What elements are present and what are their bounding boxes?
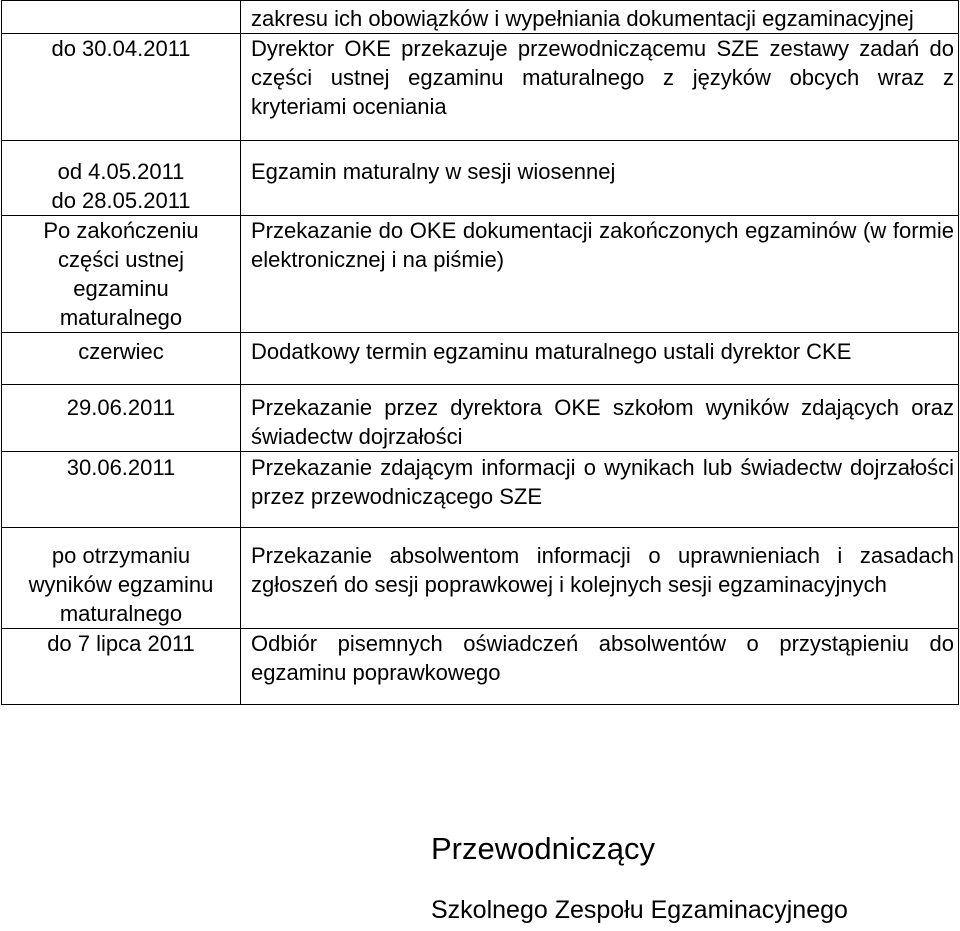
date-text: maturalnego: [59, 305, 183, 330]
date-text: 29.06.2011: [66, 395, 176, 420]
table-row: [2, 385, 959, 452]
date-cell: [2, 34, 241, 141]
table-row: [2, 34, 959, 141]
date-text: części ustnej: [58, 247, 184, 272]
date-text: do 7 lipca 2011: [47, 631, 195, 656]
date-cell: [2, 528, 241, 629]
task-cell: [241, 452, 959, 528]
date-text: maturalnego: [59, 601, 183, 626]
date-cell: [2, 385, 241, 452]
date-text: od 4.05.2011: [57, 159, 185, 184]
task-text: Odbiór pisemnych oświadczeń absolwentów o przystąpieniu do egzaminu poprawkowego: [251, 631, 954, 685]
task-cell: [241, 141, 959, 216]
date-cell: [2, 1, 241, 34]
table-row: [2, 629, 959, 705]
date-text: 30.06.2011: [66, 455, 176, 480]
table-row: [2, 1, 959, 34]
task-text: Przekazanie do OKE dokumentacji zakończonych egzaminów (w formie elektronicznej i na piśmie): [251, 218, 954, 272]
table-row: [2, 528, 959, 629]
task-text: Dodatkowy termin egzaminu maturalnego ustali dyrektor CKE: [251, 339, 852, 364]
task-text: Przekazanie zdającym informacji o wynikach lub świadectw dojrzałości przez przewodniczącego SZE: [251, 455, 954, 509]
date-text: Po zakończeniu: [43, 218, 199, 243]
date-cell: [2, 452, 241, 528]
task-cell: [241, 528, 959, 629]
task-text: Egzamin maturalny w sesji wiosennej: [251, 159, 616, 184]
task-text: Dyrektor OKE przekazuje przewodniczącemu SZE zestawy zadań do części ustnej egzaminu maturalnego z języków obcych wraz z kryteriami oceniania: [251, 36, 954, 119]
task-cell: [241, 629, 959, 705]
table-row: [2, 452, 959, 528]
task-text: zakresu ich obowiązków i wypełniania dokumentacji egzaminacyjnej: [251, 6, 914, 31]
signature-title: Przewodniczący: [431, 831, 655, 866]
table-row: [2, 333, 959, 385]
task-cell: [241, 1, 959, 34]
date-text: po otrzymaniu: [51, 543, 191, 568]
task-cell: [241, 216, 959, 333]
date-text: do 28.05.2011: [51, 188, 191, 213]
date-cell: [2, 216, 241, 333]
task-text: Przekazanie absolwentom informacji o uprawnieniach i zasadach zgłoszeń do sesji poprawkowej i kolejnych sesji egzaminacyjnych: [251, 543, 954, 597]
table-row: [2, 216, 959, 333]
schedule-table: [1, 0, 959, 705]
signature-organization: Szkolnego Zespołu Egzaminacyjnego: [431, 896, 848, 924]
task-cell: [241, 385, 959, 452]
task-cell: [241, 333, 959, 385]
table-row: [2, 141, 959, 216]
date-text: egzaminu: [73, 276, 169, 301]
task-cell: [241, 34, 959, 141]
date-cell: [2, 629, 241, 705]
date-text: do 30.04.2011: [51, 36, 191, 61]
date-cell: [2, 141, 241, 216]
date-text: czerwiec: [78, 339, 164, 364]
task-text: Przekazanie przez dyrektora OKE szkołom wyników zdających oraz świadectw dojrzałości: [251, 395, 954, 449]
date-cell: [2, 333, 241, 385]
date-text: wyników egzaminu: [28, 572, 214, 597]
